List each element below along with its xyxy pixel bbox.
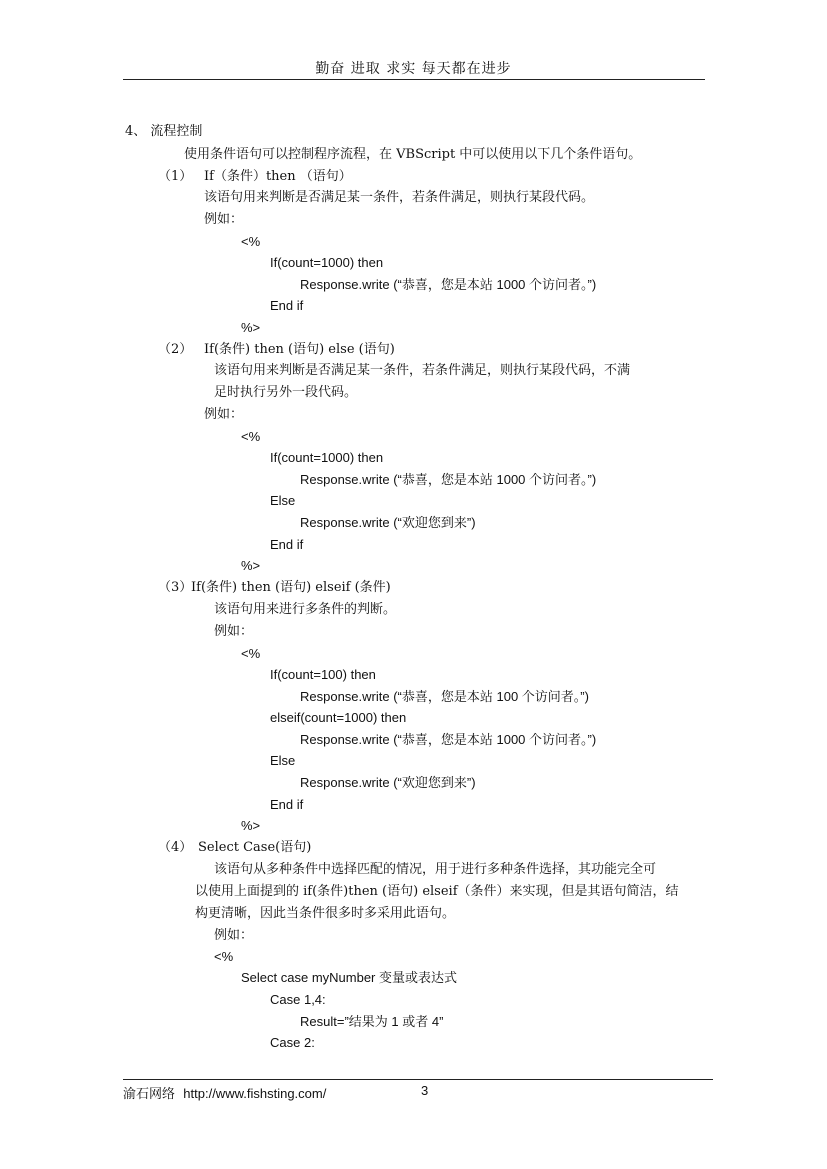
code-line: %>	[241, 558, 261, 573]
item-4-description: 该语句从多种条件中选择匹配的情况，用于进行多种条件选择，其功能完全可	[214, 862, 657, 877]
code-line: Else	[270, 753, 296, 768]
footer-rule	[123, 1079, 713, 1080]
code-line: elseif(count=1000) then	[270, 710, 407, 725]
item-2-example-label: 例如：	[204, 407, 244, 422]
code-line: <%	[241, 429, 261, 444]
item-2-number: （2）	[158, 342, 193, 357]
header-rule	[123, 79, 705, 80]
section-intro: 使用条件语句可以控制程序流程，在 VBScript 中可以使用以下几个条件语句。	[184, 147, 642, 162]
footer-company: 渝石网络	[123, 1087, 176, 1102]
code-line: <%	[214, 949, 234, 964]
item-2-description: 该语句用来判断是否满足某一条件，若条件满足，则执行某段代码，不满	[214, 363, 631, 378]
item-2-heading: If(条件) then (语句) else (语句)	[204, 342, 395, 357]
item-1-number: （1）	[158, 169, 193, 184]
code-line: Response.write (“恭喜，您是本站 1000 个访问者。”)	[300, 472, 597, 487]
code-line: Response.write (“恭喜，您是本站 1000 个访问者。”)	[300, 732, 597, 747]
code-line: Result=”结果为 1 或者 4”	[300, 1014, 444, 1029]
section-title: 4、 流程控制	[125, 124, 203, 139]
code-line: Case 1,4:	[270, 992, 326, 1007]
item-1-description: 该语句用来判断是否满足某一条件，若条件满足，则执行某段代码。	[204, 190, 595, 205]
item-3-number: （3）	[158, 580, 193, 595]
code-line: %>	[241, 818, 261, 833]
footer-url[interactable]: http://www.fishsting.com/	[183, 1086, 327, 1101]
item-3-heading: If(条件) then (语句) elseif (条件)	[191, 580, 391, 595]
item-3-example-label: 例如：	[214, 624, 254, 639]
item-4-description-cont: 构更清晰，因此当条件很多时多采用此语句。	[195, 906, 456, 921]
code-line: End if	[270, 797, 304, 812]
item-4-description-cont: 以使用上面提到的 if(条件)then (语句) elseif（条件）来实现，但是其语句简洁，结	[195, 884, 679, 899]
code-line: Response.write (“欢迎您到来”)	[300, 515, 476, 530]
item-3-description: 该语句用来进行多条件的判断。	[214, 602, 397, 617]
code-line: Case 2:	[270, 1035, 315, 1050]
code-line: Response.write (“恭喜，您是本站 1000 个访问者。”)	[300, 277, 597, 292]
code-line: Response.write (“恭喜，您是本站 100 个访问者。”)	[300, 689, 589, 704]
page-header: 勤奋 进取 求实 每天都在进步	[315, 61, 512, 77]
code-line: If(count=1000) then	[270, 450, 384, 465]
code-line: <%	[241, 234, 261, 249]
code-line: Response.write (“欢迎您到来”)	[300, 775, 476, 790]
code-line: %>	[241, 320, 261, 335]
item-4-heading: Select Case(语句)	[198, 840, 312, 855]
code-line: Select case myNumber 变量或表达式	[241, 970, 457, 985]
code-line: If(count=100) then	[270, 667, 376, 682]
footer-info	[123, 1083, 326, 1102]
page-number: 3	[421, 1083, 429, 1098]
item-2-description-cont: 足时执行另外一段代码。	[214, 385, 358, 400]
code-line: If(count=1000) then	[270, 255, 384, 270]
item-1-heading: If（条件）then （语句）	[204, 169, 352, 184]
item-4-number: （4）	[158, 840, 193, 855]
code-line: <%	[241, 646, 261, 661]
item-4-example-label: 例如：	[214, 928, 254, 943]
code-line: End if	[270, 298, 304, 313]
code-line: End if	[270, 537, 304, 552]
item-1-example-label: 例如：	[204, 212, 244, 227]
code-line: Else	[270, 493, 296, 508]
